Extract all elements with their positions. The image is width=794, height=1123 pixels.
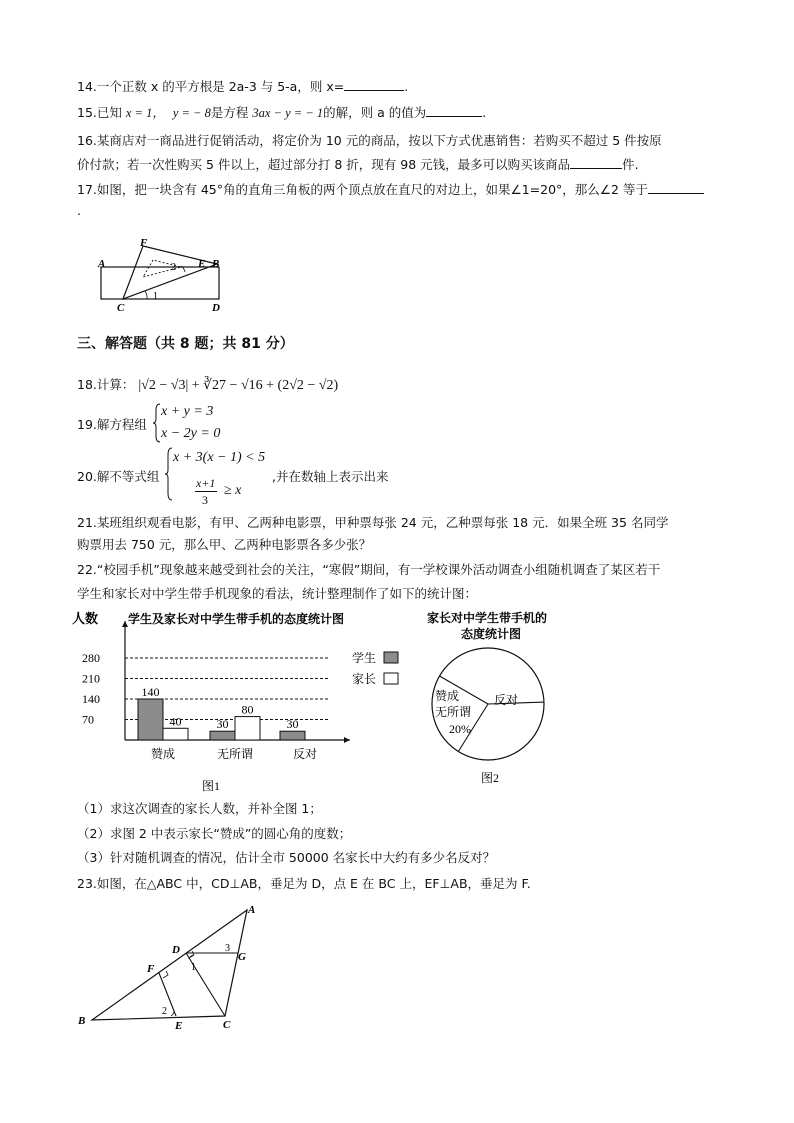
question-18: 18.计算： |√2 − √3| + ∛27 − √16 + (2√2 − √2) [77, 377, 339, 393]
answer-blank [648, 181, 704, 194]
legend-label: 家长 [352, 672, 377, 686]
label-D: D [172, 944, 180, 956]
y-tick-label: 210 [82, 671, 100, 686]
triangle-figure [75, 903, 265, 1033]
q19-eq1: x + y = 3 [161, 404, 214, 419]
label-B: B [212, 258, 220, 270]
q19-eq2: x − 2y = 0 [161, 426, 221, 441]
label-C: C [223, 1019, 231, 1031]
bar-value-label: 140 [141, 685, 160, 699]
x-axis-arrow [344, 737, 350, 743]
legend-swatch [384, 652, 398, 663]
figure-caption: 图1 [202, 779, 221, 793]
question-19: 19.解方程组 [77, 417, 147, 432]
q20-eq1: x + 3(x − 1) < 5 [173, 450, 266, 465]
label-A: A [248, 904, 256, 916]
label-E: E [175, 1020, 183, 1032]
label-angle-2: 2 [171, 262, 176, 273]
legend-label: 学生 [352, 651, 377, 665]
ruler-triangle-figure [95, 236, 235, 316]
x-category-label: 无所谓 [216, 747, 254, 761]
label-angle-1: 1 [153, 291, 158, 302]
pie-title-line-2: 态度统计图 [460, 627, 522, 641]
label-F: F [147, 963, 155, 975]
label-D: D [212, 302, 220, 314]
bar-value-label: 40 [169, 714, 182, 729]
answer-blank [426, 104, 482, 117]
question-22-line-2: 学生和家长对中学生带手机现象的看法，统计整理制作了如下的统计图： [77, 586, 478, 601]
label-angle-2: 2 [162, 1006, 167, 1017]
label-angle-1: 1 [191, 962, 196, 973]
bar-chart-title: 学生及家长对中学生带手机的态度统计图 [128, 612, 345, 626]
question-22-line-1: 22.“校园手机”现象越来越受到社会的关注，“寒假”期间，有一学校课外活动调查小组随机调查了某区若干 [77, 562, 661, 577]
label-G: G [238, 951, 246, 963]
slice-label-indifferent: 无所谓 [435, 705, 472, 719]
slice-label-approve: 赞成 [435, 689, 460, 703]
question-16-line-2: 价付款；若一次性购买 5 件以上，超过部分打 8 折，现有 98 元钱，最多可以购买该商品 件. [77, 157, 639, 172]
bar [235, 717, 260, 740]
y-axis-label: 人数 [72, 611, 99, 626]
label-E: E [198, 258, 206, 270]
figure-caption: 图2 [481, 771, 500, 785]
pie-title-line-1: 家长对中学生带手机的 [426, 611, 548, 625]
y-tick-label: 140 [82, 692, 100, 706]
bar-value-label: 80 [241, 702, 254, 717]
question-17: 17.如图，把一块含有 45°角的直角三角板的两个顶点放在直尺的对边上，如果∠1=20°，那么∠2 等于 [77, 181, 704, 199]
question-22-sub-2: （2）求图 2 中表示家长“赞成”的圆心角的度数； [77, 826, 352, 841]
bar [163, 728, 188, 740]
label-F: F [140, 237, 148, 249]
y-tick-label: 70 [82, 712, 94, 727]
bar-value-label: 30 [286, 717, 299, 732]
x-category-label: 赞成 [150, 747, 176, 761]
question-15: 15.已知 x = 1， y = − 8是方程 3ax − y = − 1的解，则 a 的值为 . [77, 105, 487, 120]
question-22-sub-3: （3）针对随机调查的情况，估计全市 50000 名家长中大约有多少名反对？ [77, 850, 496, 865]
q20-eq2-denominator: 3 [202, 493, 208, 507]
question-21-line-1: 21.某班组织观看电影，有甲、乙两种电影票，甲种票每张 24 元，乙种票每张 18 元．如果全班 35 名同学 [77, 515, 669, 530]
slice-label-oppose: 反对 [494, 693, 519, 707]
label-A: A [98, 258, 106, 270]
bar [138, 699, 163, 740]
question-20: 20.解不等式组 [77, 469, 160, 484]
pie-chart [415, 606, 565, 786]
label-B: B [78, 1015, 86, 1027]
bar [280, 731, 305, 740]
question-23: 23.如图，在△ABC 中，CD⊥AB，垂足为 D，点 E 在 BC 上，EF⊥AB，垂足为 F. [77, 876, 531, 891]
legend-swatch [384, 673, 398, 684]
q20-instruction: ,并在数轴上表示出来 [272, 469, 389, 484]
slice-value-indifferent: 20% [449, 722, 471, 736]
question-16-line-1: 16.某商店对一商品进行促销活动，将定价为 10 元的商品，按以下方式优惠销售：若购买不超过 5 件按原 [77, 133, 662, 148]
question-21-line-2: 购票用去 750 元，那么甲、乙两种电影票各多少张？ [77, 537, 372, 552]
x-category-label: 反对 [292, 747, 318, 761]
answer-blank [570, 156, 622, 169]
q20-eq2-rest: ≥ x [224, 483, 242, 498]
question-22-sub-1: （1）求这次调查的家长人数，并补全图 1； [77, 801, 322, 816]
answer-blank [344, 78, 404, 91]
y-tick-label: 280 [82, 651, 100, 665]
bar [210, 731, 235, 740]
question-14: 14.一个正数 x 的平方根是 2a-3 与 5-a，则 x= . [77, 79, 409, 94]
bar-value-label: 30 [216, 717, 229, 732]
label-angle-3: 3 [225, 943, 230, 954]
q20-eq2-numerator: x+1 [196, 476, 216, 490]
bar-chart [70, 606, 400, 801]
section-heading: 三、解答题（共 8 题；共 81 分） [77, 336, 294, 352]
label-C: C [117, 302, 125, 314]
